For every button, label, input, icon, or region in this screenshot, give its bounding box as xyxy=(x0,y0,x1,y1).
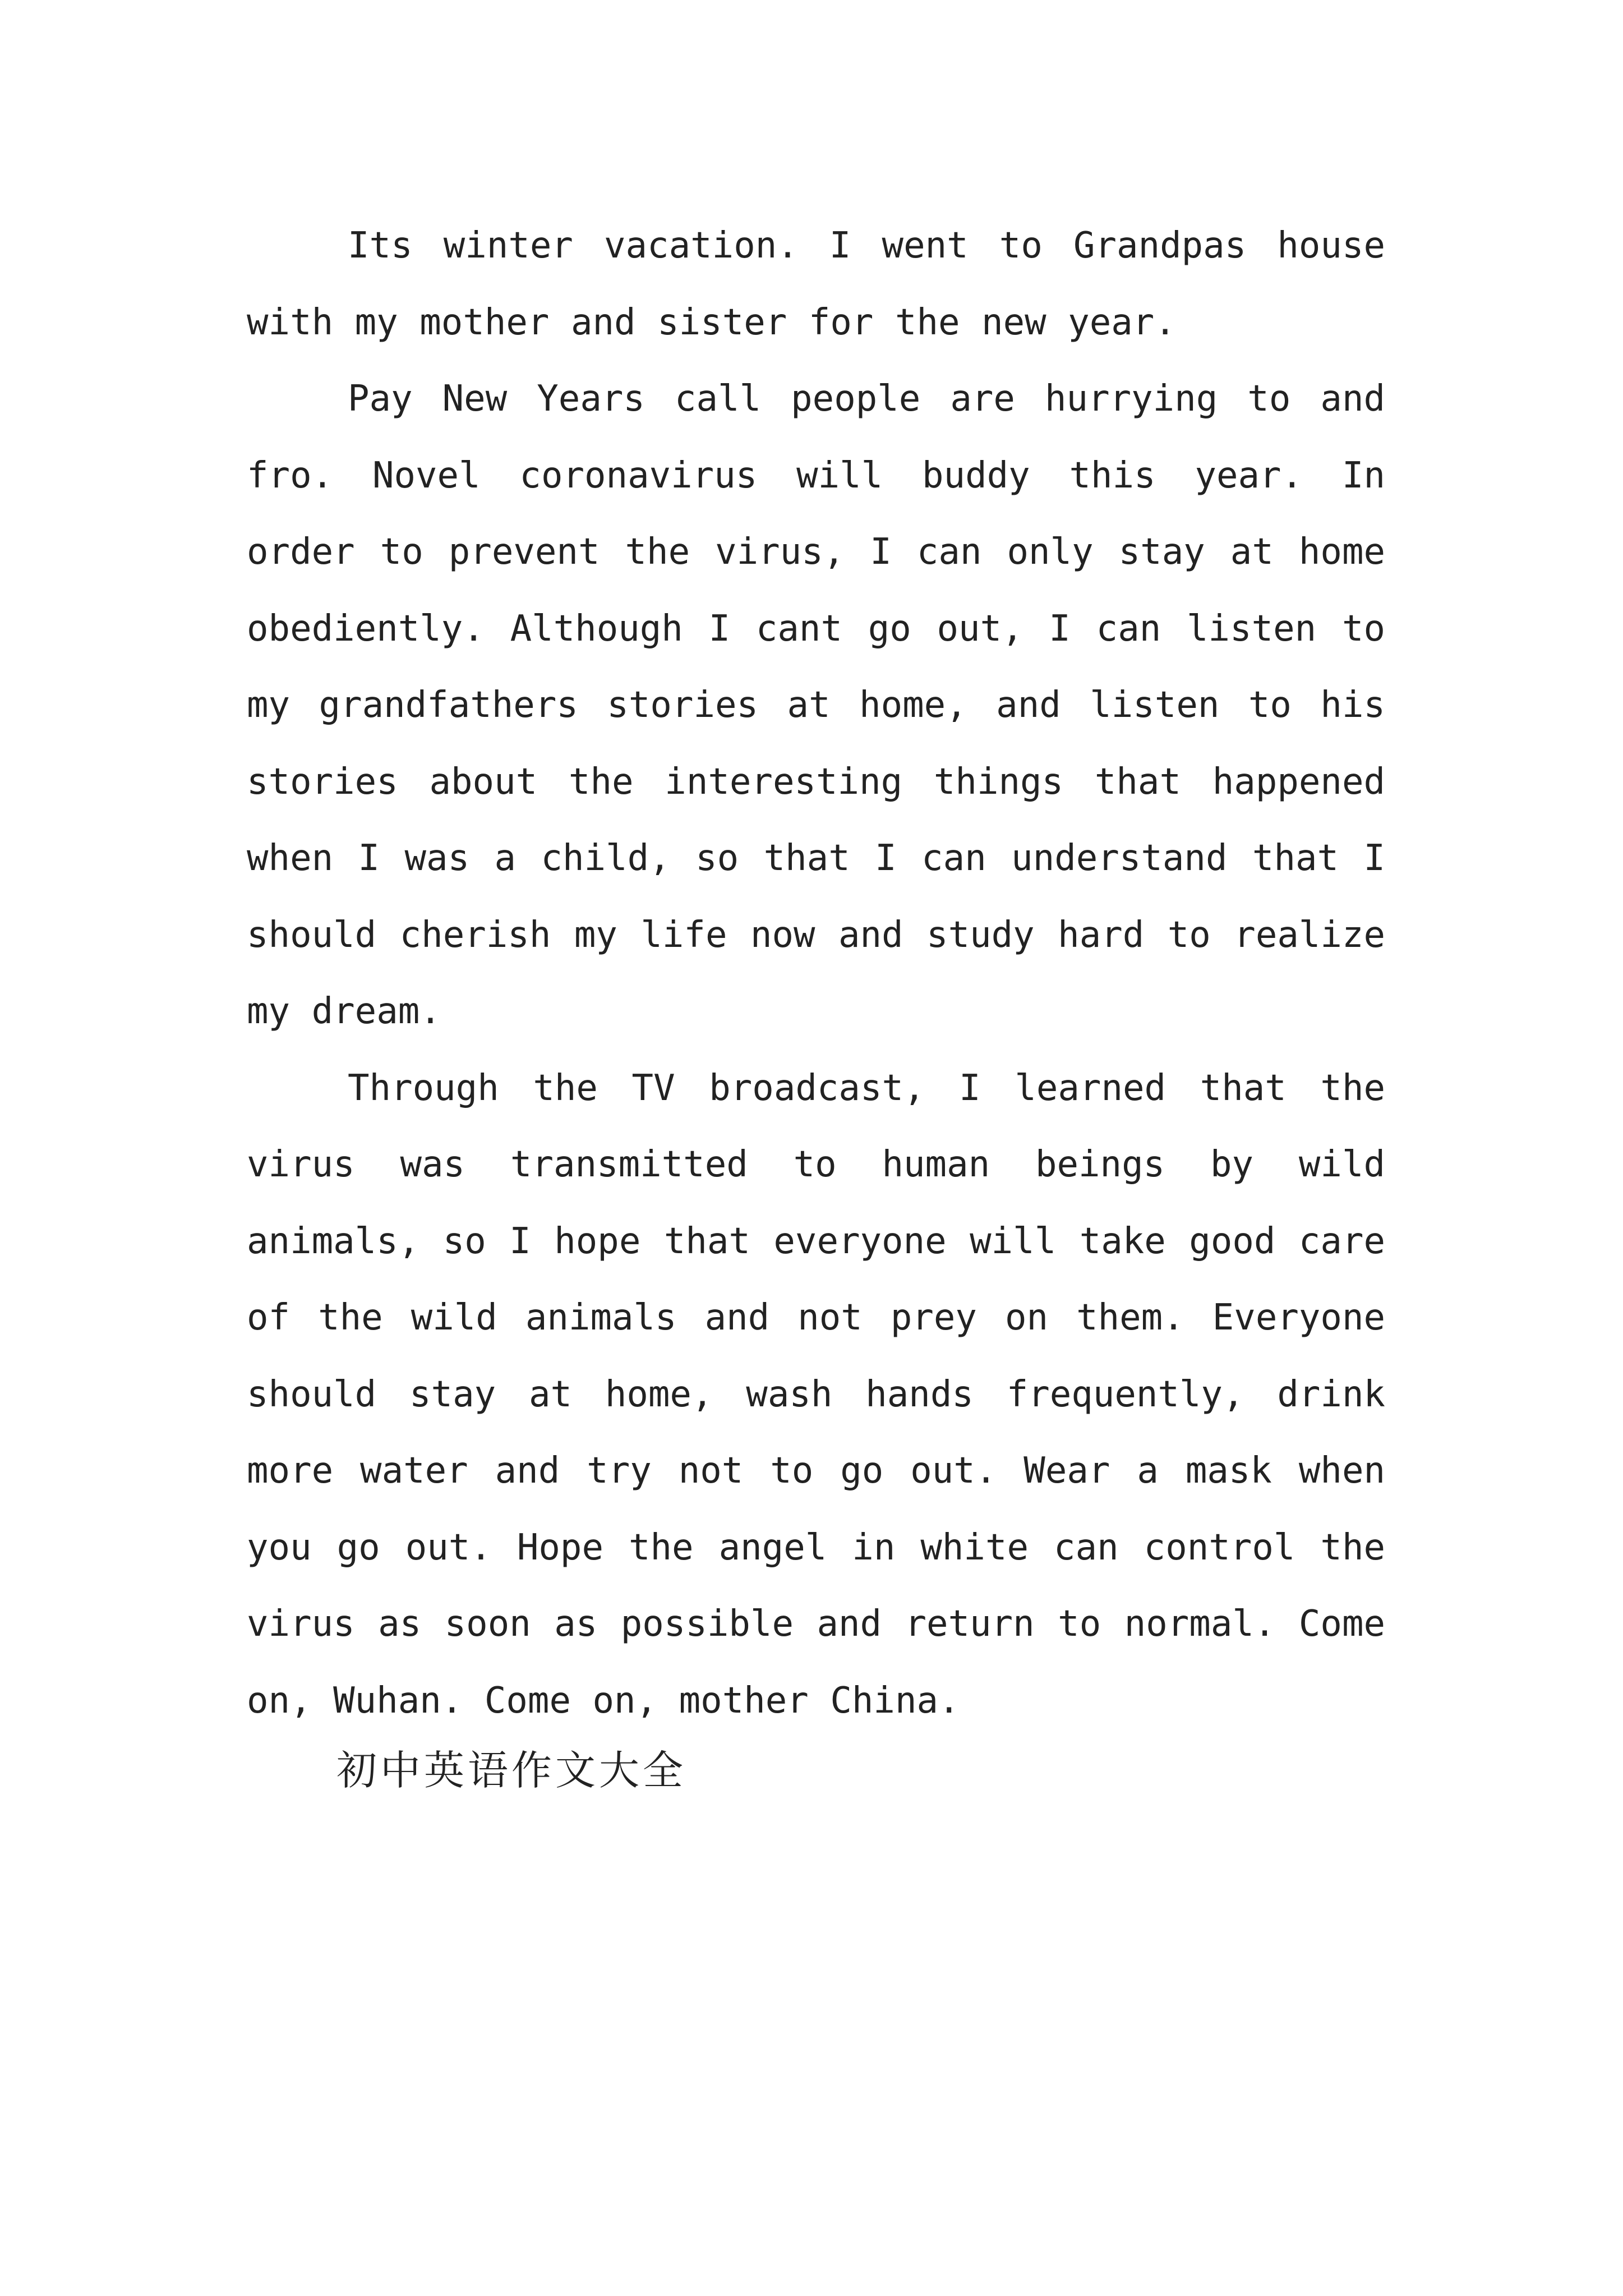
paragraph-3: Through the TV broadcast, I learned that the virus was transmitted to human beings by wild animals, so I hope that everyone will take good care of the wild animals and not prey on them. Everyone should stay at home, wash hands frequently, drink more water and try not to go out. Wear a mask when you go out. Hope the angel in white can control the virus as soon as possible and return to normal. Come on, Wuhan. Come on, mother China. xyxy=(247,1067,1385,1722)
essay-body xyxy=(247,208,1385,1739)
footer-title: 初中英语作文大全 xyxy=(336,1747,687,1794)
paragraph-2: Pay New Years call people are hurrying to and fro. Novel coronavirus will buddy this year. In order to prevent the virus, I can only stay at home obediently. Although I cant go out, I can listen to my grandfathers stories at home, and listen to his stories about the interesting things that happened when I was a child, so that I can understand that I should cherish my life now and study hard to realize my dream. xyxy=(247,378,1385,1032)
paragraph-1: Its winter vacation. I went to Grandpas house with my mother and sister for the new year. xyxy=(247,225,1385,343)
